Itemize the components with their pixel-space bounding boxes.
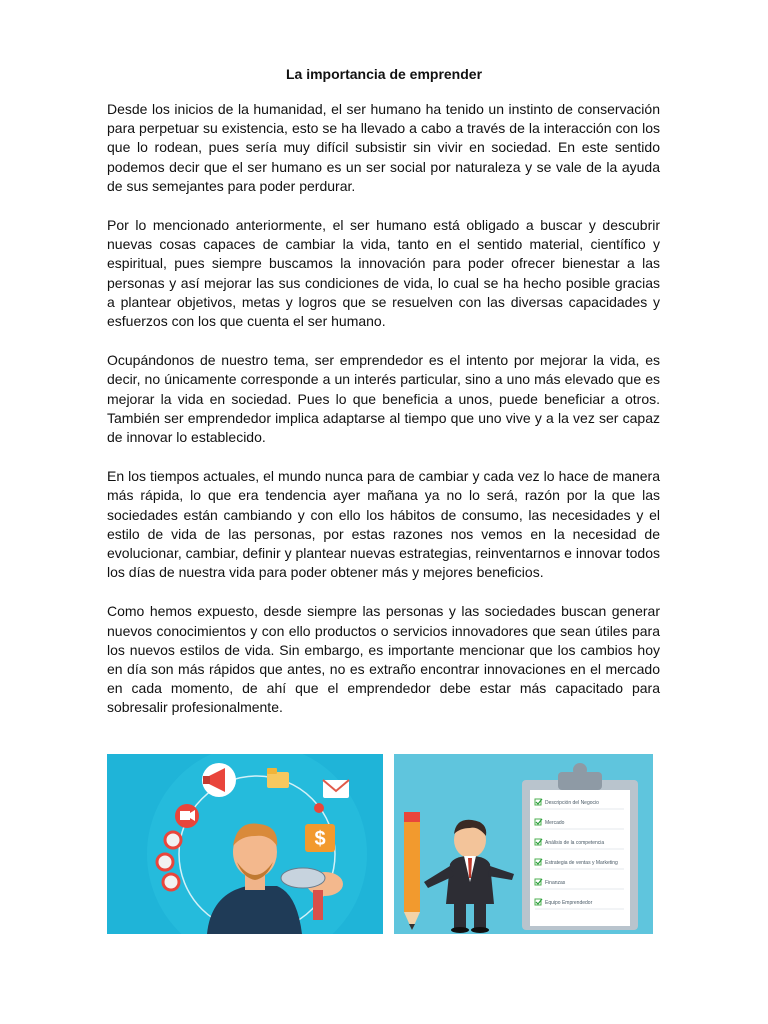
checklist-item: Análisis de la competencia <box>545 840 605 846</box>
paragraph-4: En los tiempos actuales, el mundo nunca para de cambiar y cada vez lo hace de manera más rápida, lo que era tendencia ayer mañana ya no lo será, razón por la que las sociedades están cambiando y con ello los hábitos de consumo, las necesidades y el estilo de vida de las personas, por estas razones nos vemos en la necesidad de evolucionar, cambiar, definir y plantear nuevas estrategias, reinventarnos e innovar todos los días de nuestra vida para poder obtener más y mejores beneficios. <box>107 468 660 581</box>
megaphone-icon <box>202 763 236 797</box>
paragraph-3: Ocupándonos de nuestro tema, ser emprendedor es el intento por mejorar la vida, es decir, no únicamente corresponde a un interés particular, sino a uno más elevado que es mejorar la vida en sociedad. Pues lo que beneficia a unos, puede beneficiar a otros. También ser emprendedor implica adaptarse al tiempo que uno vive y a la vez ser capaz de innovar lo establecido. <box>107 352 660 446</box>
entrepreneur-illustration <box>107 754 383 934</box>
pencil-icon <box>404 812 420 930</box>
document-body <box>107 100 660 738</box>
checklist-item: Equipo Emprendedor <box>545 900 593 906</box>
checklist-item: Finanzas <box>545 880 566 886</box>
svg-text:$: $ <box>314 828 326 850</box>
illustrations <box>107 754 660 934</box>
paragraph-2: Por lo mencionado anteriormente, el ser humano está obligado a buscar y descubrir nuevas cosas capaces de cambiar la vida, tanto en el sentido material, científico y espiritual, pues siempre buscamos la innovación para poder ofrecer bienestar a las personas y así mejorar las sus condiciones de vida, lo cual se ha hecho posible gracias a plantear objetivos, metas y logros que se resuelven con las diversas capacidades y esfuerzos con los que cuenta el ser humano. <box>107 217 660 330</box>
checklist-item: Mercado <box>545 820 565 826</box>
email-icon <box>323 780 349 798</box>
document-title: La importancia de emprender <box>285 66 483 82</box>
video-icon <box>175 804 199 828</box>
paragraph-5: Como hemos expuesto, desde siempre las personas y las sociedades buscan generar nuevos conocimientos y con ello productos o servicios innovadores que sean útiles para los nuevos estilos de vida. Sin embargo, es importante mencionar que los cambios hoy en día son más rápidos que antes, no es extraño encontrar innovaciones en el mercado en cada momento, de ahí que el emprendedor debe estar más capacitado para sobresalir profesionalmente. <box>107 603 660 716</box>
checklist-item: Descripción del Negocio <box>545 800 599 806</box>
paragraph-1: Desde los inicios de la humanidad, el ser humano ha tenido un instinto de conservación para perpetuar su existencia, esto se ha llevado a cabo a través de la interacción con los que lo rodean, pues sería muy difícil subsistir sin vivir en sociedad. En este sentido podemos decir que el ser humano es un ser social por naturaleza y se vale de la ayuda de sus semejantes para poder perdurar. <box>107 101 660 194</box>
checklist-item: Estrategia de ventas y Marketing <box>545 860 618 866</box>
dollar-icon <box>305 824 335 852</box>
business-plan-illustration <box>394 754 653 934</box>
